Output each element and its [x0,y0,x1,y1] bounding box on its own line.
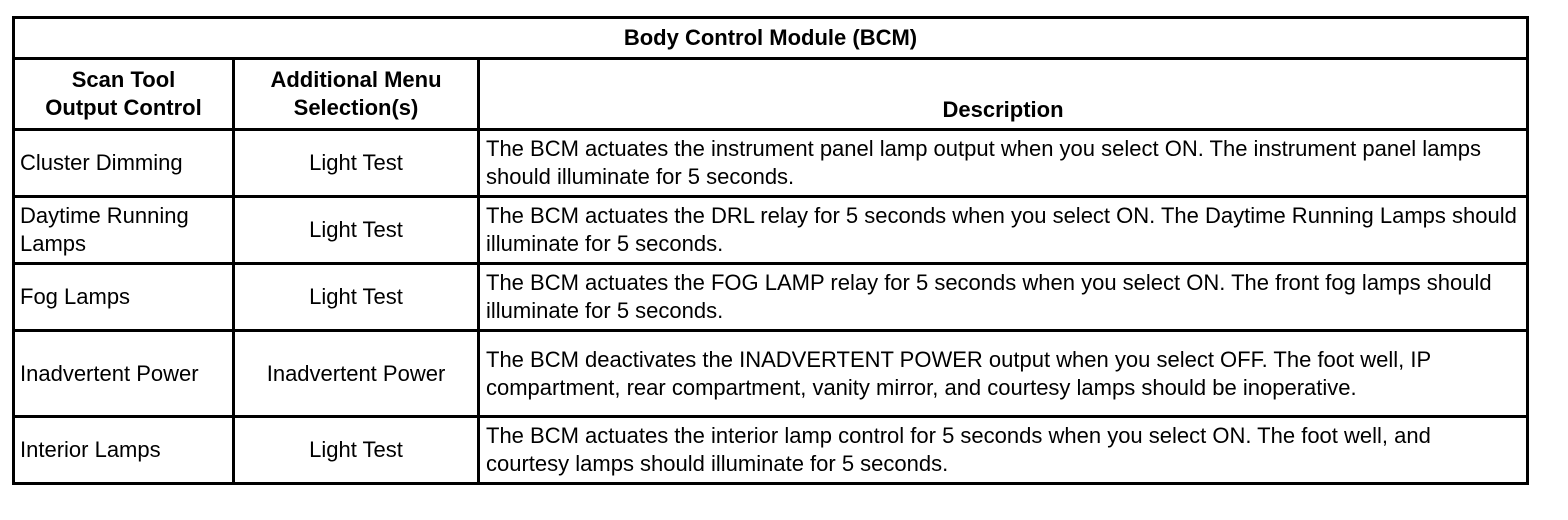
output-control-cell: Inadvertent Power [14,331,234,417]
description-cell: The BCM actuates the instrument panel lamp output when you select ON. The instrument panel lamps should illuminate for 5 seconds. [479,130,1528,197]
output-control-cell: Fog Lamps [14,264,234,331]
output-control-cell: Cluster Dimming [14,130,234,197]
table-row [14,130,1528,197]
description-cell: The BCM actuates the interior lamp control for 5 seconds when you select ON. The foot well, and courtesy lamps should illuminate for 5 seconds. [479,417,1528,484]
header-description: Description [479,59,1528,130]
output-control-cell: Interior Lamps [14,417,234,484]
header-scan-tool-output-control [14,59,234,130]
header-additional-menu-selections-text: Additional Menu Selection(s) [270,67,442,120]
header-additional-menu-selections [234,59,479,130]
output-control-cell: Daytime Running Lamps [14,197,234,264]
table-header-row [14,59,1528,130]
table-title-row [14,18,1528,59]
menu-selection-cell: Light Test [234,197,479,264]
table-title: Body Control Module (BCM) [14,18,1528,59]
menu-selection-cell: Light Test [234,417,479,484]
menu-selection-cell: Light Test [234,130,479,197]
description-cell: The BCM actuates the FOG LAMP relay for 5 seconds when you select ON. The front fog lamps should illuminate for 5 seconds. [479,264,1528,331]
menu-selection-cell: Inadvertent Power [234,331,479,417]
table-row [14,331,1528,417]
header-scan-tool-output-control-text: Scan Tool Output Control [45,67,202,120]
table-row [14,264,1528,331]
description-cell: The BCM deactivates the INADVERTENT POWER output when you select OFF. The foot well, IP compartment, rear compartment, vanity mirror, and courtesy lamps should be inoperative. [479,331,1528,417]
table-row [14,417,1528,484]
table-row [14,197,1528,264]
description-cell: The BCM actuates the DRL relay for 5 seconds when you select ON. The Daytime Running Lamps should illuminate for 5 seconds. [479,197,1528,264]
bcm-output-control-table [12,16,1529,485]
menu-selection-cell: Light Test [234,264,479,331]
